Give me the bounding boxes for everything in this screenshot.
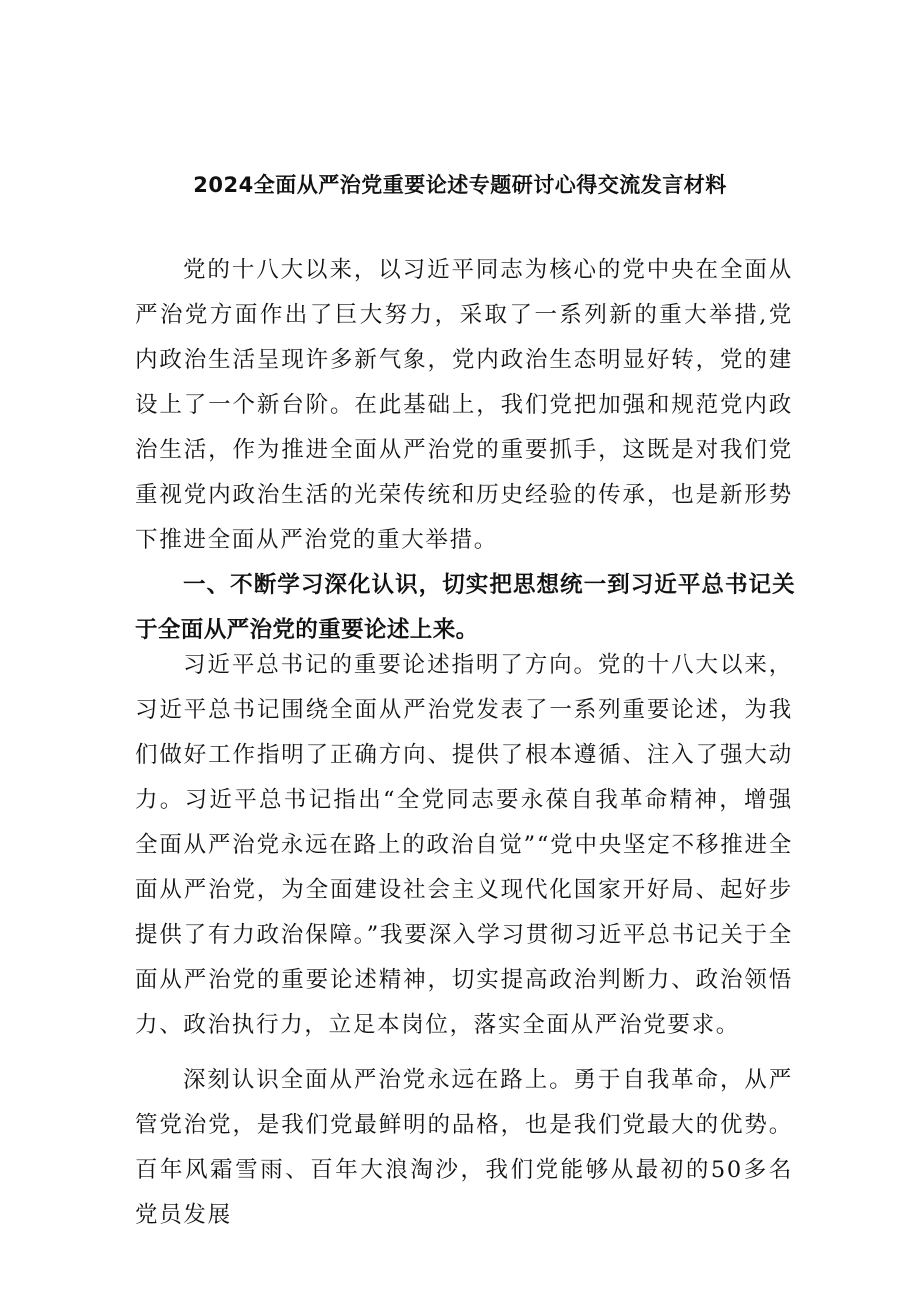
body-paragraph: 深刻认识全面从严治党永远在路上。勇于自我革命，从严管党治党，是我们党最鲜明的品格，也是我们党最大的优势。百年风霜雪雨、百年大浪淘沙，我们党能够从最初的50多名党员发展 [135,1067,793,1228]
document-title: 2024全面从严治党重要论述专题研讨心得交流发言材料 [193,173,727,197]
section-heading: 一、不断学习深化认识，切实把思想统一到习近平总书记关于全面从严治党的重要论述上来。 [135,572,795,643]
body-paragraph: 党的十八大以来，以习近平同志为核心的党中央在全面从严治党方面作出了巨大努力，采取了一系列新的重大举措,党内政治生活呈现许多新气象，党内政治生态明显好转，党的建设上了一个新台阶。在此基础上，我们党把加强和规范党内政治生活，作为推进全面从严治党的重要抓手，这既是对我们党重视党内政治生活的光荣传统和历史经验的传承，也是新形势下推进全面从严治党的重大举措。 [135,257,793,553]
body-paragraph: 习近平总书记的重要论述指明了方向。党的十八大以来，习近平总书记围绕全面从严治党发表了一系列重要论述，为我们做好工作指明了正确方向、提供了根本遵循、注入了强大动力。习近平总书记指出“全党同志要永葆自我革命精神，增强全面从严治党永远在路上的政治自觉”“党中央坚定不移推进全面从严治党，为全面建设社会主义现代化国家开好局、起好步提供了有力政治保障。”我要深入学习贯彻习近平总书记关于全面从严治党的重要论述精神，切实提高政治判断力、政治领悟力、政治执行力，立足本岗位，落实全面从严治党要求。 [135,652,793,1038]
